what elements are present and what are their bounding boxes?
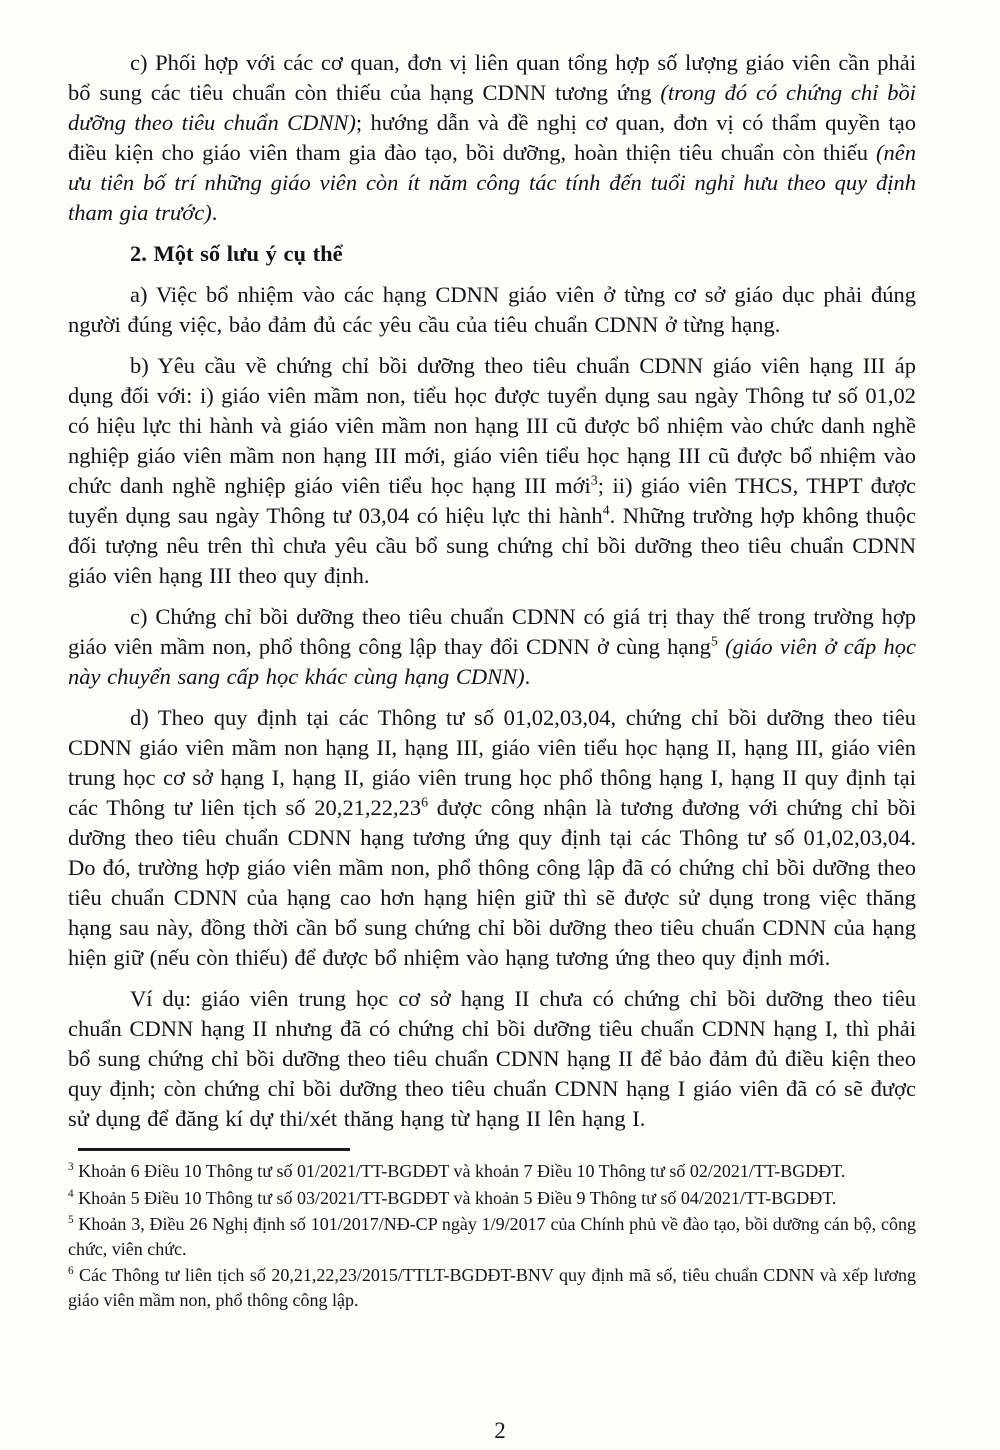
footnote-reference: 5 (710, 634, 718, 650)
footnote-marker: 4 (68, 1187, 74, 1200)
text-segment: a) Việc bổ nhiệm vào các hạng CDNN giáo viên ở từng cơ sở giáo dục phải đúng người đúng việc, bảo đảm đủ các yêu cầu của tiêu chuẩn CDNN ở từng hạng. (68, 282, 916, 337)
paragraph-example (68, 984, 916, 1134)
text-segment: b) Yêu cầu về chứng chỉ bồi dưỡng theo tiêu chuẩn CDNN giáo viên hạng III áp dụng đối với: i) giáo viên mầm non, tiểu học được tuyển dụng sau ngày Thông tư số 01,02 có hiệu lực thi hành và giáo viên mầm non hạng III cũ được bổ nhiệm vào chức danh nghề nghiệp giáo viên mầm non hạng III mới, giáo viên tiểu học hạng III cũ được bổ nhiệm vào chức danh nghề nghiệp giáo viên tiểu học hạng III mới (68, 353, 916, 498)
paragraph-c-certificate-substitution (68, 602, 916, 692)
footnote-text: Các Thông tư liên tịch số 20,21,22,23/2015/TTLT-BGDĐT-BNV quy định mã số, tiêu chuẩn CDNN và xếp lương giáo viên mầm non, phổ thông công lập. (68, 1265, 916, 1310)
paragraph-d-equivalence (68, 703, 916, 973)
page-number: 2 (494, 1418, 506, 1443)
footnote-text: Khoản 3, Điều 26 Nghị định số 101/2017/NĐ-CP ngày 1/9/2017 của Chính phủ về đào tạo, bồi dưỡng cán bộ, công chức, viên chức. (68, 1214, 916, 1259)
text-segment: d) Theo quy định tại các Thông tư số 01,02,03,04, chứng chỉ bồi dưỡng theo tiêu CDNN giáo viên mầm non hạng II, hạng III, giáo viên tiểu học hạng II, hạng III, giáo viên trung học cơ sở hạng I, hạng II, giáo viên trung học phổ thông hạng I, hạng II quy định tại các Thông tư liên tịch số 20,21,22,23 (68, 705, 916, 820)
footnote-6 (68, 1263, 916, 1312)
text-segment: ; ii) giáo viên THCS, THPT được tuyển dụng sau ngày Thông tư 03,04 có hiệu lực thi hành (68, 473, 916, 528)
paragraph-a-appointment (68, 280, 916, 340)
text-segment: (trong đó có chứng chỉ bồi dưỡng theo tiêu chuẩn CDNN) (68, 80, 917, 135)
section-heading-2 (68, 239, 916, 269)
text-segment (718, 634, 725, 659)
footnote-marker: 5 (68, 1214, 74, 1226)
text-segment: c) Chứng chỉ bồi dưỡng theo tiêu chuẩn CDNN có giá trị thay thế trong trường hợp giáo viên mầm non, phổ thông công lập thay đổi CDNN ở cùng hạng (68, 604, 916, 659)
footnote-5 (68, 1212, 916, 1261)
footnote-reference: 3 (590, 473, 598, 489)
footnote-separator (78, 1148, 350, 1151)
footnote-marker: 6 (68, 1265, 74, 1277)
text-segment: . Những trường hợp không thuộc đối tượng nêu trên thì chưa yêu cầu bổ sung chứng chỉ bồi dưỡng theo tiêu chuẩn CDNN giáo viên hạng III theo quy định. (68, 503, 916, 588)
text-segment: 2. Một số lưu ý cụ thể (130, 241, 343, 266)
footnote-text: Khoản 5 Điều 10 Thông tư số 03/2021/TT-BGDĐT và khoản 5 Điều 9 Thông tư số 04/2021/TT-BGDĐT. (73, 1187, 837, 1208)
text-segment: . (524, 664, 531, 689)
paragraph-b-certificate-requirement (68, 351, 916, 591)
document-body (68, 48, 916, 1134)
footnote-4 (68, 1186, 916, 1211)
text-segment: (nên ưu tiên bố trí những giáo viên còn ít năm công tác tính đến tuổi nghỉ hưu theo quy định tham gia trước) (68, 140, 916, 225)
text-segment: (giáo viên ở cấp học này chuyển sang cấp học khác cùng hạng CDNN) (68, 634, 917, 689)
paragraph-c-coordination (68, 48, 916, 228)
footnotes-section (68, 1159, 916, 1312)
text-segment: ; hướng dẫn và đề nghị cơ quan, đơn vị có thẩm quyền tạo điều kiện cho giáo viên tham gia đào tạo, bồi dưỡng, hoàn thiện tiêu chuẩn còn thiếu (68, 110, 916, 165)
footnote-marker: 3 (68, 1161, 74, 1173)
text-segment: c) Phối hợp với các cơ quan, đơn vị liên quan tổng hợp số lượng giáo viên cần phải bổ sung các tiêu chuẩn còn thiếu của hạng CDNN tương ứng (68, 50, 916, 105)
footnote-3 (68, 1159, 916, 1184)
text-segment: được công nhận là tương đương với chứng chỉ bồi dưỡng theo tiêu chuẩn CDNN hạng tương ứng quy định tại các Thông tư số 01,02,03,04. Do đó, trường hợp giáo viên mầm non, phổ thông công lập đã có chứng chỉ bồi dưỡng theo tiêu chuẩn CDNN của hạng cao hơn hạng hiện giữ thì sẽ được sử dụng trong việc thăng hạng sau này, đồng thời cần bổ sung chứng chỉ bồi dưỡng theo tiêu chuẩn CDNN của hạng hiện giữ (nếu còn thiếu) để được bổ nhiệm vào hạng tương ứng theo quy định mới. (68, 795, 916, 970)
text-segment: . (211, 200, 218, 225)
footnote-reference: 6 (421, 795, 429, 811)
footnote-text: Khoản 6 Điều 10 Thông tư số 01/2021/TT-BGDĐT và khoản 7 Điều 10 Thông tư số 02/2021/TT-BGDĐT. (73, 1161, 846, 1181)
footnote-reference: 4 (602, 503, 610, 519)
text-segment: Ví dụ: giáo viên trung học cơ sở hạng II chưa có chứng chỉ bồi dưỡng theo tiêu chuẩn CDNN hạng II nhưng đã có chứng chỉ bồi dưỡng tiêu chuẩn CDNN hạng I, thì phải bổ sung chứng chỉ bồi dưỡng theo tiêu chuẩn CDNN hạng II để bảo đảm đủ điều kiện theo quy định; còn chứng chỉ bồi dưỡng theo tiêu chuẩn CDNN hạng I giáo viên đã có sẽ được sử dụng để đăng kí dự thi/xét thăng hạng từ hạng II lên hạng I. (68, 986, 916, 1131)
